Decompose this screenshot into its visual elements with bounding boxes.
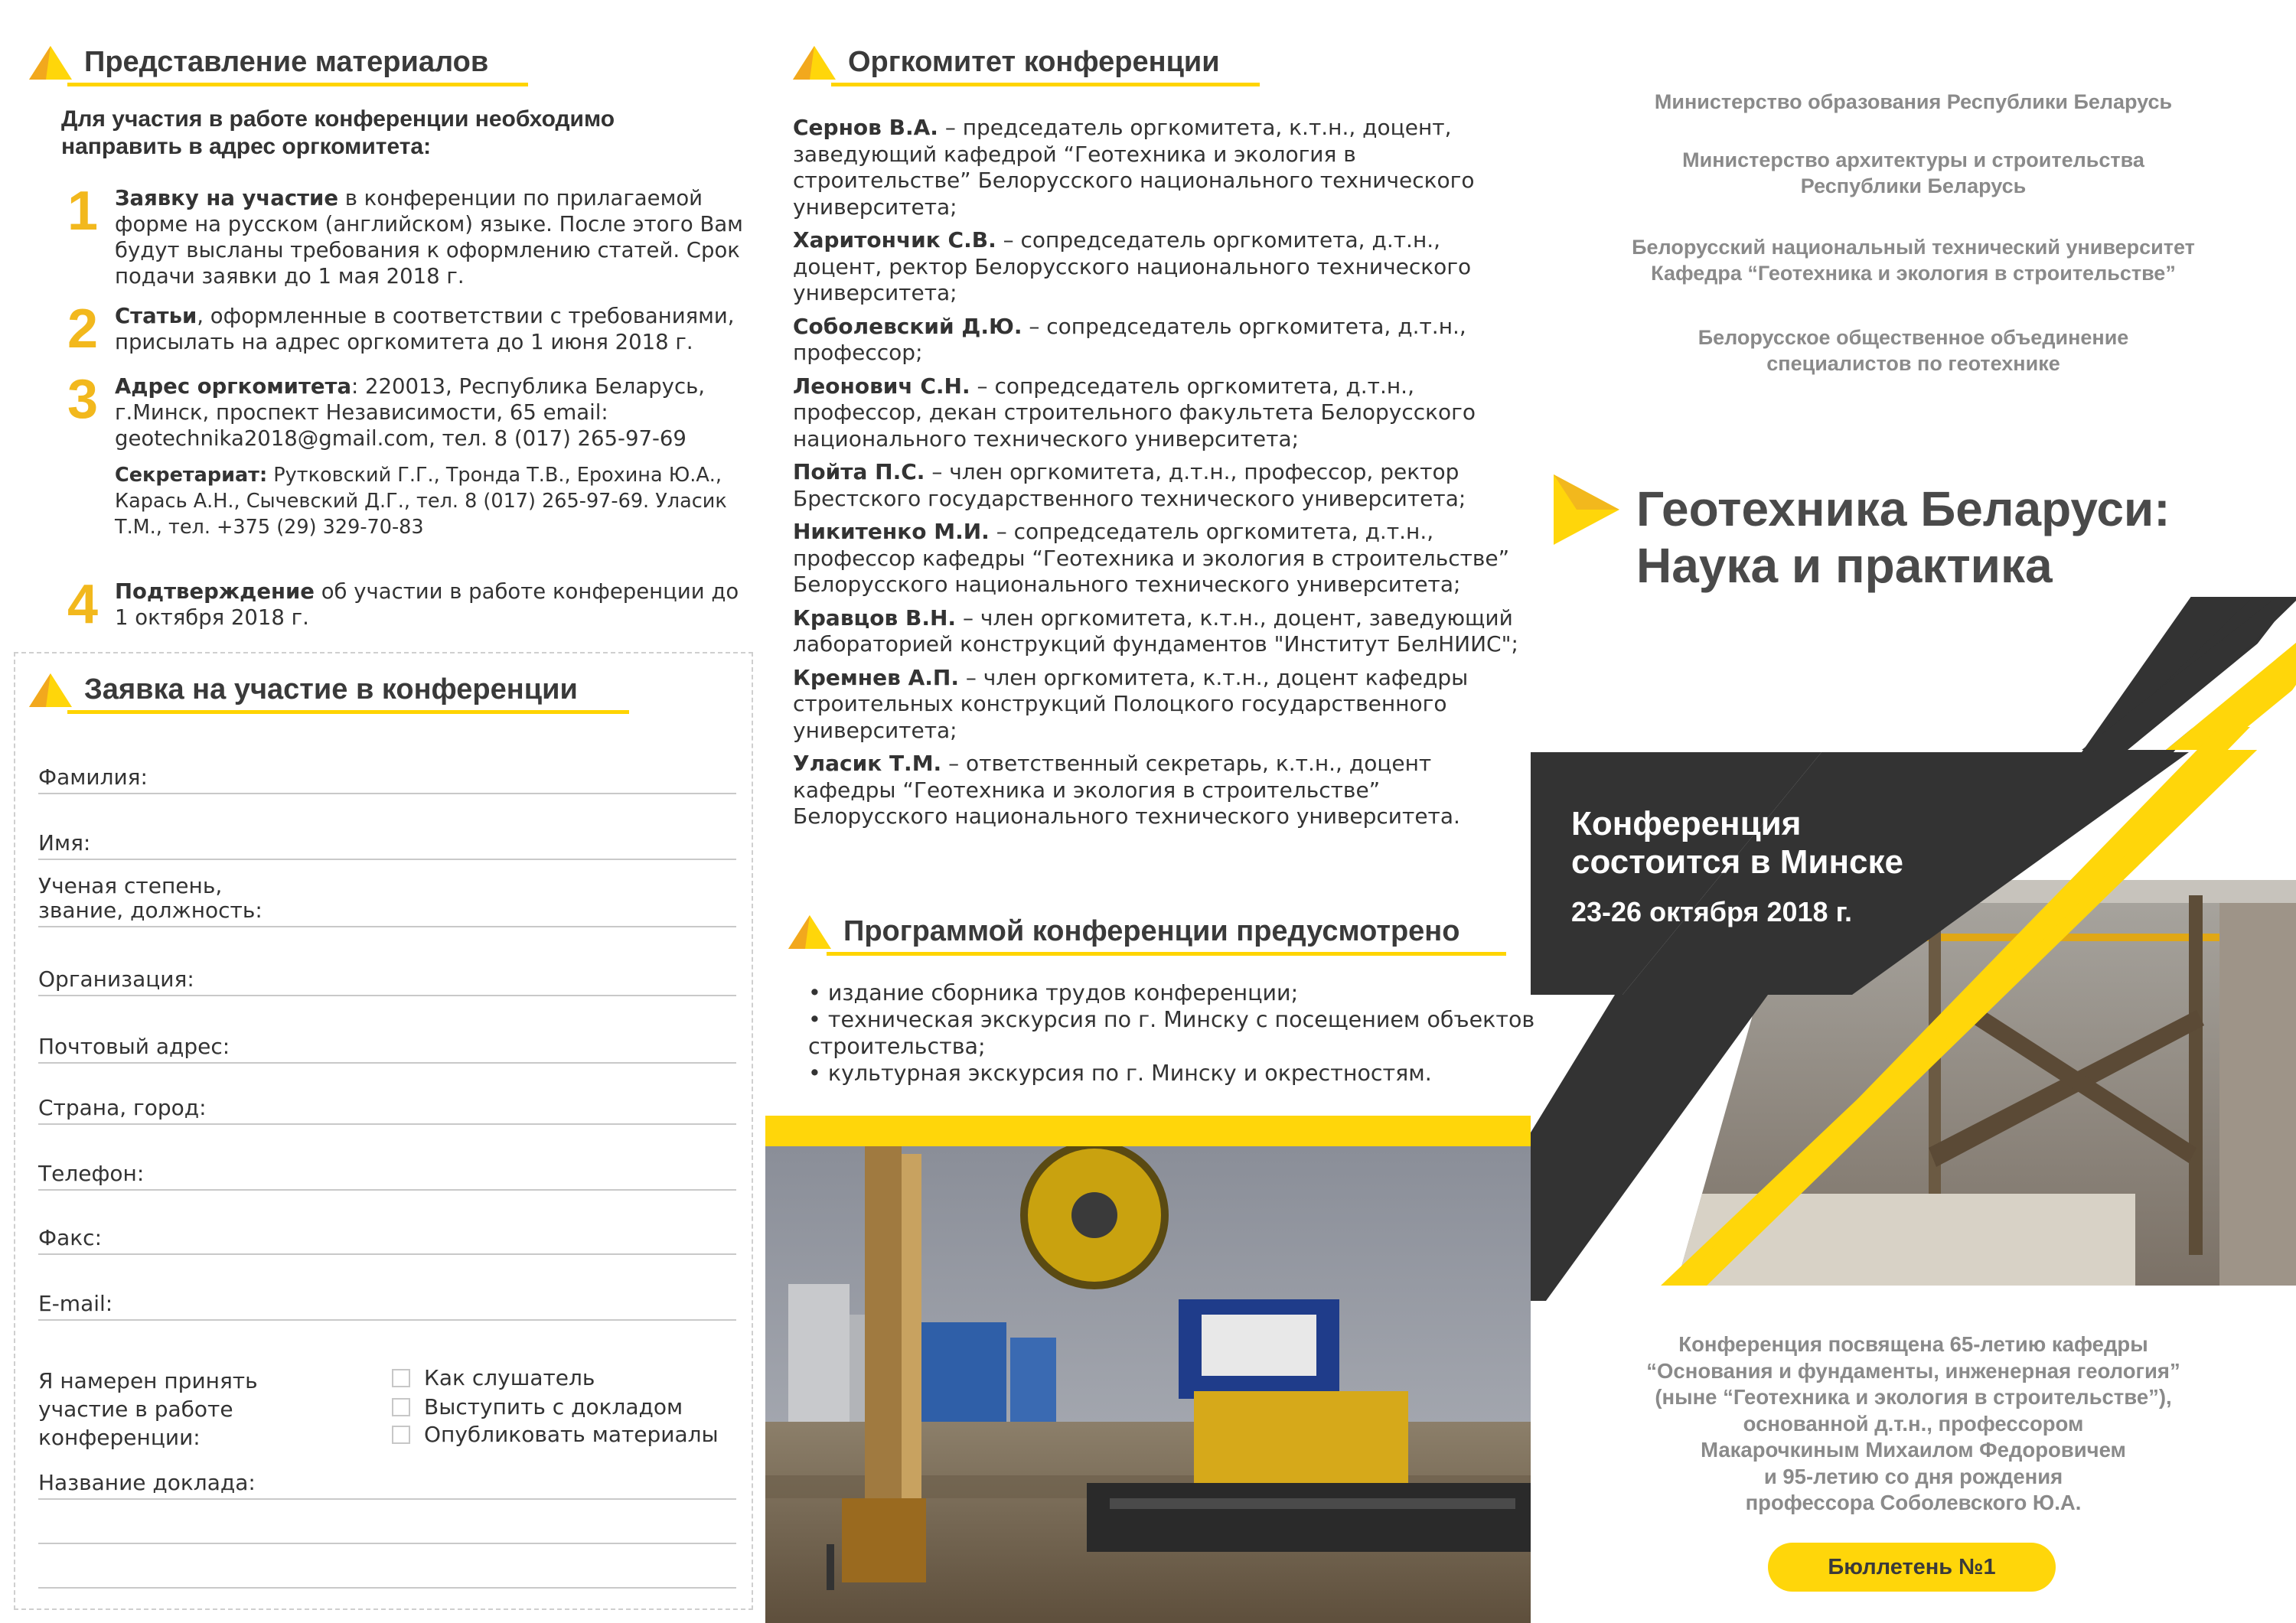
dedication-text: Конференция посвящена 65-летию кафедры “Основания и фундаменты, инженерная геология” (ныне “Геотехника и экология в строительстве”), основанной д.т.н., профессором Макарочкиным Михаилом Федоровичем и 95-летию со дня рождения профессора Соболевского Ю.А. — [1646, 1332, 2180, 1514]
committee-member: Пойта П.С. – член оргкомитета, д.т.н., профессор, ректор Брестского государственного технического университета; — [793, 459, 1466, 511]
bulletin-badge: Бюллетень №1 — [1768, 1543, 2056, 1592]
postal-address-field[interactable]: Почтовый адрес: — [38, 1027, 736, 1064]
option-listener[interactable]: Как слушатель — [392, 1365, 595, 1391]
committee-member: Никитенко М.И. – сопредседатель оргкомитета, д.т.н., профессор кафедры “Геотехника и экология в строительстве” Белорусского национального технического университета; — [793, 519, 1510, 597]
degree-field[interactable]: Ученая степень, звание, должность: — [38, 872, 736, 927]
triangle-bullet-icon — [793, 43, 836, 81]
org-ministry-education: Министерство образования Республики Беларусь — [1654, 90, 2173, 113]
committee-list — [793, 115, 1528, 837]
report-title-line-3[interactable] — [38, 1552, 736, 1589]
committee-member: Кравцов В.Н. – член оргкомитета, к.т.н., доцент, заведующий лабораторией конструкций фундаментов "Институт БелНИИС"; — [793, 605, 1518, 657]
checkbox-icon — [392, 1369, 410, 1387]
committee-member: Сернов В.А. – председатель оргкомитета, к.т.н., доцент, заведующий кафедрой “Геотехника и экология в строительстве” Белорусского национального технического университета; — [793, 115, 1475, 220]
surname-field[interactable]: Фамилия: — [38, 758, 736, 794]
checkbox-icon — [392, 1426, 410, 1444]
organization-field[interactable]: Организация: — [38, 960, 736, 996]
committee-heading: Оргкомитет конференции — [793, 43, 1260, 89]
report-title-line-2[interactable] — [38, 1507, 736, 1544]
triangle-bullet-icon — [29, 670, 72, 709]
committee-member: Харитончик С.В. – сопредседатель оргкомитета, д.т.н., доцент, ректор Белорусского национального технического университета; — [793, 227, 1472, 305]
committee-member: Леонович С.Н. – сопредседатель оргкомитета, д.т.н., профессор, декан строительного факультета Белорусского национального технического университета; — [793, 373, 1476, 451]
triangle-bullet-icon — [788, 912, 831, 950]
triangle-bullet-icon — [29, 43, 72, 81]
name-field[interactable]: Имя: — [38, 823, 736, 860]
org-association: Белорусское общественное объединение специалистов по геотехнике — [1698, 326, 2129, 375]
fax-field[interactable]: Факс: — [38, 1218, 736, 1255]
country-city-field[interactable]: Страна, город: — [38, 1088, 736, 1125]
email-field[interactable]: E-mail: — [38, 1284, 736, 1321]
org-university: Белорусский национальный технический университет Кафедра “Геотехника и экология в строительстве” — [1632, 236, 2195, 285]
program-item: • культурная экскурсия по г. Минску и окрестностям. — [808, 1061, 1432, 1086]
checkbox-icon — [392, 1398, 410, 1416]
conference-title: Геотехника Беларуси: Наука и практика — [1636, 481, 2170, 593]
program-item: • техническая экскурсия по г. Минску с посещением объектов строительства; — [808, 1007, 1535, 1059]
committee-member: Соболевский Д.Ю. – сопредседатель оргкомитета, д.т.н., профессор; — [793, 313, 1466, 365]
org-ministry-architecture: Министерство архитектуры и строительства Республики Беларусь — [1682, 148, 2144, 197]
program-list — [808, 979, 1543, 1087]
yellow-stripe — [765, 1116, 1531, 1146]
materials-intro: Для участия в работе конференции необходимо направить в адрес оргкомитета: — [61, 106, 615, 159]
committee-member: Кремнев А.П. – член оргкомитета, к.т.н., доцент кафедры строительных конструкций Полоцкого государственного университета; — [793, 664, 1469, 743]
materials-heading: Представление материалов — [29, 43, 528, 89]
banner-stripes — [1531, 597, 2296, 1301]
program-item: • издание сборника трудов конференции; — [808, 980, 1299, 1005]
conference-announcement: Конференция состоится в Минске 23-26 октября 2018 г. — [1571, 805, 1903, 927]
participation-label: Я намерен принять участие в работе конференции: — [38, 1368, 258, 1450]
title-arrow-icon — [1554, 474, 1619, 545]
construction-site-photo — [765, 1146, 1531, 1623]
form-heading: Заявка на участие в конференции — [29, 670, 629, 716]
option-presenter[interactable]: Выступить с докладом — [392, 1394, 683, 1420]
option-publish[interactable]: Опубликовать материалы — [392, 1422, 719, 1448]
program-heading: Программой конференции предусмотрено — [788, 912, 1506, 958]
committee-member: Уласик Т.М. – ответственный секретарь, к.т.н., доцент кафедры “Геотехника и экология в строительстве” Белорусского национального технического университета. — [793, 751, 1460, 829]
report-title-field[interactable]: Название доклада: — [38, 1466, 736, 1500]
phone-field[interactable]: Телефон: — [38, 1154, 736, 1191]
